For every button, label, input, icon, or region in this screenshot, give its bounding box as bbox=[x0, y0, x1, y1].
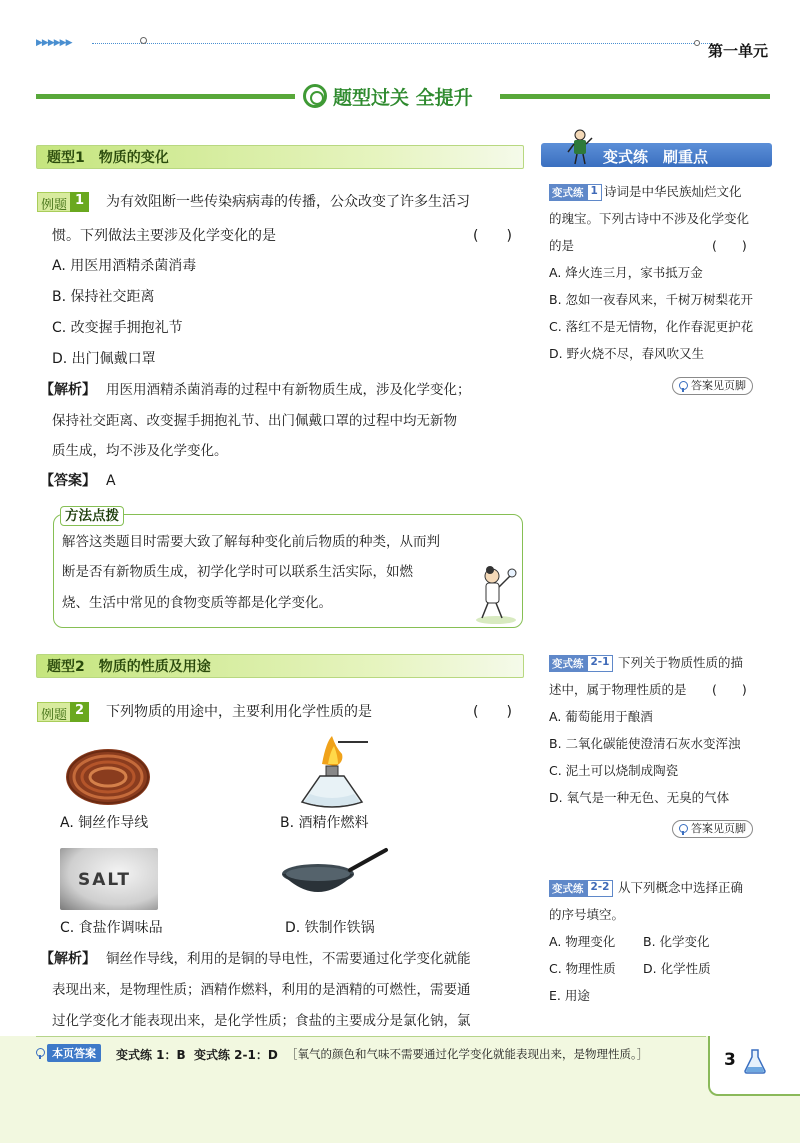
example2-option-d: D. 铁制作铁锅 bbox=[285, 920, 375, 936]
method-line2: 断是否有新物质生成，初学化学时可以联系生活实际，如燃 bbox=[62, 564, 413, 580]
variant1-stem-line3: 的是 bbox=[549, 238, 575, 253]
alcohol-lamp-image bbox=[292, 732, 372, 812]
example1-analysis-line3: 质生成，均不涉及化学变化。 bbox=[52, 443, 228, 459]
variant22-option-c: C. 物理性质 bbox=[549, 961, 616, 976]
variant21-option-b: B. 二氧化碳能使澄清石灰水变浑浊 bbox=[549, 736, 741, 751]
header-ring-decoration bbox=[140, 37, 147, 44]
variant-tag-number: 2-2 bbox=[587, 880, 614, 897]
banner bbox=[295, 80, 500, 112]
variant-tag-2-1 bbox=[549, 655, 613, 672]
example2-answer-blank: ( ) bbox=[473, 704, 512, 720]
example1-option-c: C. 改变握手拥抱礼节 bbox=[52, 320, 183, 336]
salt-word: SALT bbox=[78, 870, 132, 890]
variant-tag-2-2 bbox=[549, 880, 613, 897]
example2-analysis-label: 【解析】 bbox=[40, 951, 96, 967]
example2-option-c: C. 食盐作调味品 bbox=[60, 920, 163, 936]
example1-analysis-line2: 保持社交距离、改变握手拥抱礼节、出门佩戴口罩的过程中均无新物 bbox=[52, 413, 457, 429]
flask-icon bbox=[744, 1048, 766, 1074]
iron-wok-image bbox=[278, 846, 390, 912]
example2-stem: 下列物质的用途中，主要利用化学性质的是 bbox=[106, 704, 372, 720]
answer-see-footer-pill-2 bbox=[672, 820, 753, 838]
example-tag-number: 2 bbox=[70, 702, 89, 722]
variant-tag-label: 变式练 bbox=[549, 880, 587, 897]
variant21-option-c: C. 泥土可以烧制成陶瓷 bbox=[549, 763, 679, 778]
variant1-option-d: D. 野火烧不尽，春风吹又生 bbox=[549, 346, 705, 361]
banner-title: 题型过关 全提升 bbox=[333, 86, 473, 109]
variant21-option-a: A. 葡萄能用于酿酒 bbox=[549, 709, 653, 724]
method-label: 方法点拨 bbox=[60, 506, 124, 526]
example-tag-label: 例题 bbox=[37, 702, 70, 722]
footer-answer-2-1: 变式练 2-1：D bbox=[194, 1048, 278, 1062]
example1-option-d: D. 出门佩戴口罩 bbox=[52, 351, 156, 367]
variant1-stem-line1: 诗词是中华民族灿烂文化 bbox=[604, 184, 742, 199]
unit-label: 第一单元 bbox=[708, 42, 769, 60]
example1-analysis-label: 【解析】 bbox=[40, 382, 96, 398]
example1-stem-line1: 为有效阻断一些传染病病毒的传播，公众改变了许多生活习 bbox=[106, 194, 470, 210]
footer-pill-text: 本页答案 bbox=[47, 1044, 101, 1062]
example2-option-b: B. 酒精作燃料 bbox=[280, 815, 369, 831]
section-title-type1: 题型1 物质的变化 bbox=[36, 145, 524, 169]
example1-answer: A bbox=[106, 473, 116, 489]
variant21-option-d: D. 氧气是一种无色、无臭的气体 bbox=[549, 790, 730, 805]
variant21-stem-line1: 下列关于物质性质的描 bbox=[618, 655, 744, 670]
copper-wire-image bbox=[60, 742, 156, 812]
scientist-cartoon-icon bbox=[466, 562, 522, 626]
variant1-option-c: C. 落红不是无情物，化作春泥更护花 bbox=[549, 319, 754, 334]
answer-pill-text: 答案见页脚 bbox=[691, 822, 746, 835]
variant-tag-label: 变式练 bbox=[549, 655, 587, 672]
variant-tag-1 bbox=[549, 184, 602, 201]
example2-option-a: A. 铜丝作导线 bbox=[60, 815, 149, 831]
variant1-option-a: A. 烽火连三月，家书抵万金 bbox=[549, 265, 703, 280]
footer-answer-1: 变式练 1：B bbox=[116, 1048, 186, 1062]
example-tag-number: 1 bbox=[70, 192, 89, 212]
answer-pill-text: 答案见页脚 bbox=[691, 379, 746, 392]
section-title-type2: 题型2 物质的性质及用途 bbox=[36, 654, 524, 678]
page-number: 3 bbox=[724, 1050, 736, 1070]
student-figure-icon bbox=[566, 128, 594, 166]
method-line3: 烧、生活中常见的食物变质等都是化学变化。 bbox=[62, 595, 332, 611]
example2-analysis-line3: 过化学变化才能表现出来，是化学性质；食盐的主要成分是氯化钠，氯 bbox=[52, 1013, 471, 1029]
variant22-option-b: B. 化学变化 bbox=[643, 934, 710, 949]
method-line1: 解答这类题目时需要大致了解每种变化前后物质的种类，从而判 bbox=[62, 534, 440, 550]
example-tag-1 bbox=[37, 192, 89, 212]
variant-tag-label: 变式练 bbox=[549, 184, 587, 201]
header-arrows-decoration: ▶▶▶▶▶▶ bbox=[36, 38, 72, 48]
variant21-answer-blank: ( ) bbox=[712, 682, 747, 697]
variant22-stem-line1: 从下列概念中选择正确 bbox=[618, 880, 744, 895]
key-icon bbox=[36, 1048, 45, 1059]
example1-stem-line2: 惯。下列做法主要涉及化学变化的是 bbox=[52, 228, 276, 244]
variant1-answer-blank: ( ) bbox=[712, 238, 747, 253]
practice-header-title: 变式练 刷重点 bbox=[603, 148, 709, 166]
header-ring-decoration-right bbox=[694, 40, 700, 46]
key-icon bbox=[679, 824, 688, 835]
answer-see-footer-pill-1 bbox=[672, 377, 753, 395]
salt-image bbox=[60, 848, 158, 910]
swirl-logo-icon bbox=[303, 84, 327, 108]
variant-tag-number: 1 bbox=[587, 184, 602, 201]
footer-answer-pill bbox=[36, 1044, 101, 1062]
variant22-stem-line2: 的序号填空。 bbox=[549, 907, 625, 922]
footer-answer-2-1-note: ［氧气的颜色和气味不需要通过化学变化就能表现出来，是物理性质。］ bbox=[286, 1047, 649, 1061]
variant-tag-number: 2-1 bbox=[587, 655, 614, 672]
example1-answer-blank: ( ) bbox=[473, 228, 512, 244]
header-dotted-line bbox=[92, 43, 712, 44]
variant1-option-b: B. 忽如一夜春风来，千树万树梨花开 bbox=[549, 292, 754, 307]
variant1-stem-line2: 的瑰宝。下列古诗中不涉及化学变化 bbox=[549, 211, 750, 226]
variant22-option-e: E. 用途 bbox=[549, 988, 590, 1003]
variant21-stem-line2: 述中，属于物理性质的是 bbox=[549, 682, 687, 697]
footer-line bbox=[36, 1036, 706, 1037]
example2-analysis-line1: 铜丝作导线，利用的是铜的导电性，不需要通过化学变化就能 bbox=[106, 951, 471, 967]
example2-analysis-line2: 表现出来，是物理性质；酒精作燃料，利用的是酒精的可燃性，需要通 bbox=[52, 982, 471, 998]
example-tag-label: 例题 bbox=[37, 192, 70, 212]
example1-answer-label: 【答案】 bbox=[40, 473, 96, 489]
key-icon bbox=[679, 381, 688, 392]
example1-option-a: A. 用医用酒精杀菌消毒 bbox=[52, 258, 197, 274]
example1-analysis-line1: 用医用酒精杀菌消毒的过程中有新物质生成，涉及化学变化； bbox=[106, 382, 471, 398]
variant22-option-a: A. 物理变化 bbox=[549, 934, 616, 949]
variant22-option-d: D. 化学性质 bbox=[643, 961, 711, 976]
example1-option-b: B. 保持社交距离 bbox=[52, 289, 155, 305]
example-tag-2 bbox=[37, 702, 89, 722]
